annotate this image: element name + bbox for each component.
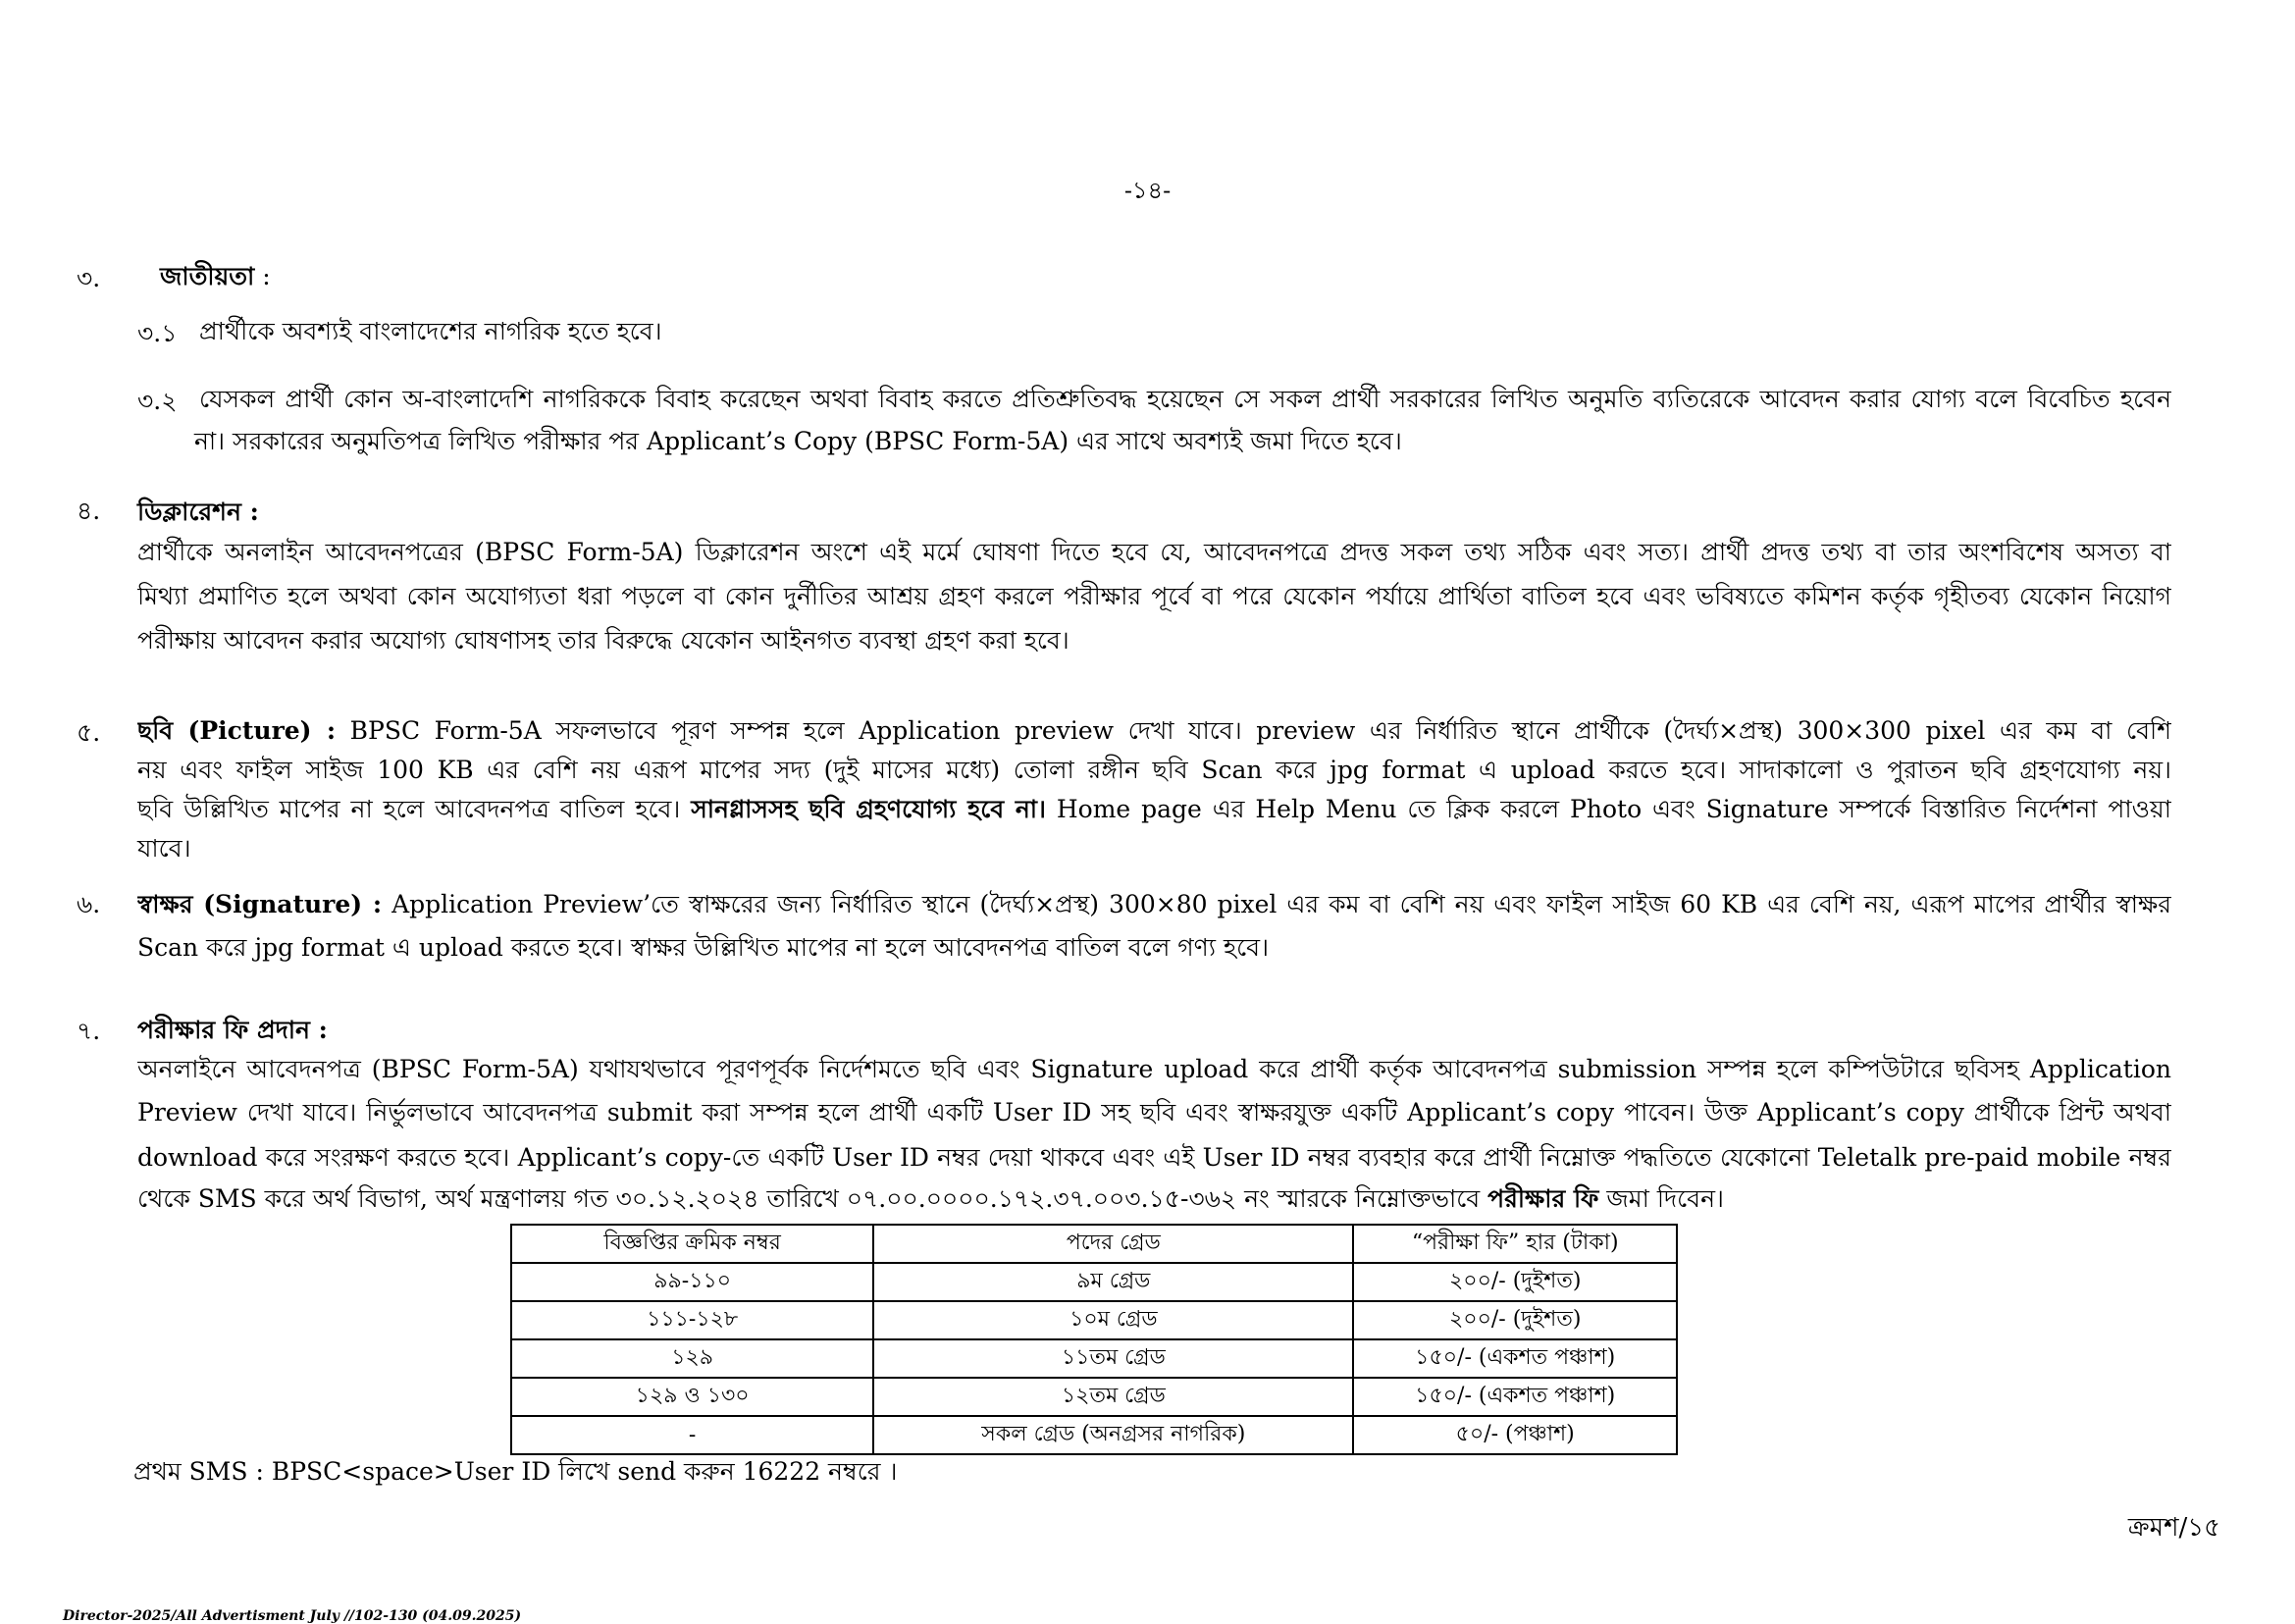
- header-serial-number: বিজ্ঞপ্তির ক্রমিক নম্বর: [511, 1225, 873, 1263]
- exam-fee-emphasis: পরীক্ষার ফি: [1487, 1184, 1599, 1213]
- section7-title: পরীক্ষার ফি প্রদান :: [137, 1016, 328, 1044]
- section6-number: ৬.: [77, 890, 101, 918]
- section7-line-3: download করে সংরক্ষণ করতে হবে। Applicant’s copy-তে একটি User ID নম্বর দেয়া থাকবে এবং এই User ID নম্বর ব্যবহার করে প্রার্থী নিম্নোক্ত পদ্ধতিতে যেকোনো Teletalk pre-paid mobile নম্বর: [137, 1143, 2171, 1172]
- sms-instruction: প্রথম SMS : BPSC<space>User ID লিখে send করুন 16222 নম্বরে ।: [133, 1457, 898, 1486]
- table-row: [511, 1416, 1677, 1454]
- section4-line-3: পরীক্ষায় আবেদন করার অযোগ্য ঘোষণাসহ তার বিরুদ্ধে যেকোন আইনগত ব্যবস্থা গ্রহণ করা হবে।: [137, 626, 1069, 655]
- section6-line-2: Scan করে jpg format এ upload করতে হবে। স্বাক্ষর উল্লিখিত মাপের না হলে আবেদনপত্র বাতিল বলে গণ্য হবে।: [137, 933, 1270, 962]
- section7-line-4-part-c: জমা দিবেন।: [1606, 1184, 1724, 1213]
- item-3-1-text: প্রার্থীকে অবশ্যই বাংলাদেশের নাগরিক হতে হবে।: [199, 317, 662, 345]
- section3-title-colon: :: [262, 262, 271, 290]
- cell-fee: ২০০/- (দুইশত): [1353, 1301, 1677, 1339]
- document-footer: Director-2025/All Advertisment July //102-130 (04.09.2025): [63, 1608, 522, 1624]
- section5-line-4: যাবে।: [137, 834, 191, 863]
- table-row: [511, 1378, 1677, 1416]
- section5-sunglasses-note: সানগ্লাসসহ ছবি গ্রহণযোগ্য হবে না।: [691, 795, 1046, 823]
- cell-fee: ৫০/- (পঞ্চাশ): [1353, 1416, 1677, 1454]
- header-exam-fee: “পরীক্ষা ফি” হার (টাকা): [1353, 1225, 1677, 1263]
- section4-line-2: মিথ্যা প্রমাণিত হলে অথবা কোন অযোগ্যতা ধরা পড়লে বা কোন দুর্নীতির আশ্রয় গ্রহণ করলে পরীক্ষার পূর্বে বা পরে যেকোন পর্যায়ে প্রার্থিতা বাতিল হবে এবং ভবিষ্যতে কমিশন কর্তৃক গৃহীতব্য যেকোন নিয়োগ: [137, 582, 2171, 610]
- cell-fee: ২০০/- (দুইশত): [1353, 1263, 1677, 1301]
- continued-marker: ক্রমশ/১৫: [2127, 1513, 2220, 1543]
- table-header-row: [511, 1225, 1677, 1263]
- table-row: [511, 1263, 1677, 1301]
- item-3-2-line-1: যেসকল প্রার্থী কোন অ-বাংলাদেশি নাগরিককে বিবাহ করেছেন অথবা বিবাহ করতে প্রতিশ্রুতিবদ্ধ হয়েছেন সে সকল প্রার্থী সরকারের লিখিত অনুমতি ব্যতিরেকে আবেদন করার যোগ্য বলে বিবেচিত হবেন: [199, 385, 2171, 413]
- item-3-2-line-2: না। সরকারের অনুমতিপত্র লিখিত পরীক্ষার পর Applicant’s Copy (BPSC Form-5A) এর সাথে অবশ্যই জমা দিতে হবে।: [194, 427, 1402, 455]
- section5-line-3-part-a: ছবি উল্লিখিত মাপের না হলে আবেদনপত্র বাতিল হবে।: [137, 795, 681, 823]
- section3-heading: [160, 257, 271, 299]
- cell-grade: সকল গ্রেড (অনগ্রসর নাগরিক): [873, 1416, 1353, 1454]
- table-row: [511, 1301, 1677, 1339]
- section7-line-4-part-a: থেকে SMS করে অর্থ বিভাগ, অর্থ মন্ত্রণালয় গত ৩০.১২.২০২৪ তারিখে ০৭.০০.০০০০.১৭২.৩৭.০০৩.১৫-৩৬২ নং স্মারকে নিম্নোক্তভাবে: [137, 1184, 1481, 1213]
- section6-line-1-text: Application Preview’তে স্বাক্ষরের জন্য নির্ধারিত স্থানে (দৈর্ঘ্য×প্রস্থ) 300×80 pixel এর কম বা বেশি নয় এবং ফাইল সাইজ 60 KB এর বেশি নয়, এরূপ মাপের প্রার্থীর স্বাক্ষর: [391, 890, 2171, 918]
- item-3-2-number: ৩.২: [137, 387, 178, 415]
- section6-line-1: [137, 885, 2171, 927]
- section5-number: ৫.: [77, 718, 101, 747]
- cell-grade: ১০ম গ্রেড: [873, 1301, 1353, 1339]
- header-post-grade: পদের গ্রেড: [873, 1225, 1353, 1263]
- section5-line-3-part-c: Home page এর Help Menu তে ক্লিক করলে Photo এবং Signature সম্পর্কে বিস্তারিত নির্দেশনা পাওয়া: [1056, 795, 2171, 823]
- item-3-1-number: ৩.১: [137, 319, 178, 347]
- cell-fee: ১৫০/- (একশত পঞ্চাশ): [1353, 1339, 1677, 1378]
- cell-grade: ৯ম গ্রেড: [873, 1263, 1353, 1301]
- section3-title: জাতীয়তা: [160, 262, 255, 290]
- cell-serial: ১২৯ ও ১৩০: [511, 1378, 873, 1416]
- section5-line-1: [137, 711, 2171, 754]
- section5-line-3: [137, 790, 2171, 832]
- section4-line-1: প্রার্থীকে অনলাইন আবেদনপত্রের (BPSC Form-5A) ডিক্লারেশন অংশে এই মর্মে ঘোষণা দিতে হবে যে, আবেদনপত্রে প্রদত্ত সকল তথ্য সঠিক এবং সত্য। প্রার্থী প্রদত্ত তথ্য বা তার অংশবিশেষ অসত্য বা: [137, 538, 2171, 566]
- section5-title: ছবি (Picture) :: [137, 716, 337, 745]
- cell-serial: -: [511, 1416, 873, 1454]
- page-number: -১৪-: [1123, 177, 1172, 204]
- section7-line-2: Preview দেখা যাবে। নির্ভুলভাবে আবেদনপত্র submit করা সম্পন্ন হলে প্রার্থী একটি User ID সহ ছবি এবং স্বাক্ষরযুক্ত একটি Applicant’s copy পাবেন। উক্ত Applicant’s copy প্রার্থীকে প্রিন্ট অথবা: [137, 1098, 2171, 1126]
- section5-line-2: নয় এবং ফাইল সাইজ 100 KB এর বেশি নয় এরূপ মাপের সদ্য (দুই মাসের মধ্যে) তোলা রঙ্গীন ছবি Scan করে jpg format এ upload করতে হবে। সাদাকালো ও পুরাতন ছবি গ্রহণযোগ্য নয়।: [137, 756, 2171, 784]
- section7-line-4: [137, 1179, 1724, 1222]
- section7-line-1: অনলাইনে আবেদনপত্র (BPSC Form-5A) যথাযথভাবে পূরণপূর্বক নির্দেশমতে ছবি এবং Signature upload করে প্রার্থী কর্তৃক আবেদনপত্র submission সম্পন্ন হলে কম্পিউটারে ছবিসহ Application: [137, 1055, 2171, 1083]
- table-row: [511, 1339, 1677, 1378]
- section4-title: ডিক্লারেশন :: [137, 498, 259, 526]
- cell-grade: ১১তম গ্রেড: [873, 1339, 1353, 1378]
- section7-number: ৭.: [77, 1017, 101, 1045]
- cell-serial: ১১১-১২৮: [511, 1301, 873, 1339]
- section6-title: স্বাক্ষর (Signature) :: [137, 890, 383, 918]
- cell-serial: ৯৯-১১০: [511, 1263, 873, 1301]
- section4-number: ৪.: [77, 497, 101, 525]
- exam-fee-table: [510, 1224, 1678, 1455]
- cell-grade: ১২তম গ্রেড: [873, 1378, 1353, 1416]
- cell-serial: ১২৯: [511, 1339, 873, 1378]
- section5-line-1-text: BPSC Form-5A সফলভাবে পূরণ সম্পন্ন হলে Application preview দেখা যাবে। preview এর নির্ধারিত স্থানে প্রার্থীকে (দৈর্ঘ্য×প্রস্থ) 300×300 pixel এর কম বা বেশি: [349, 716, 2171, 745]
- section3-number: ৩.: [77, 264, 101, 292]
- cell-fee: ১৫০/- (একশত পঞ্চাশ): [1353, 1378, 1677, 1416]
